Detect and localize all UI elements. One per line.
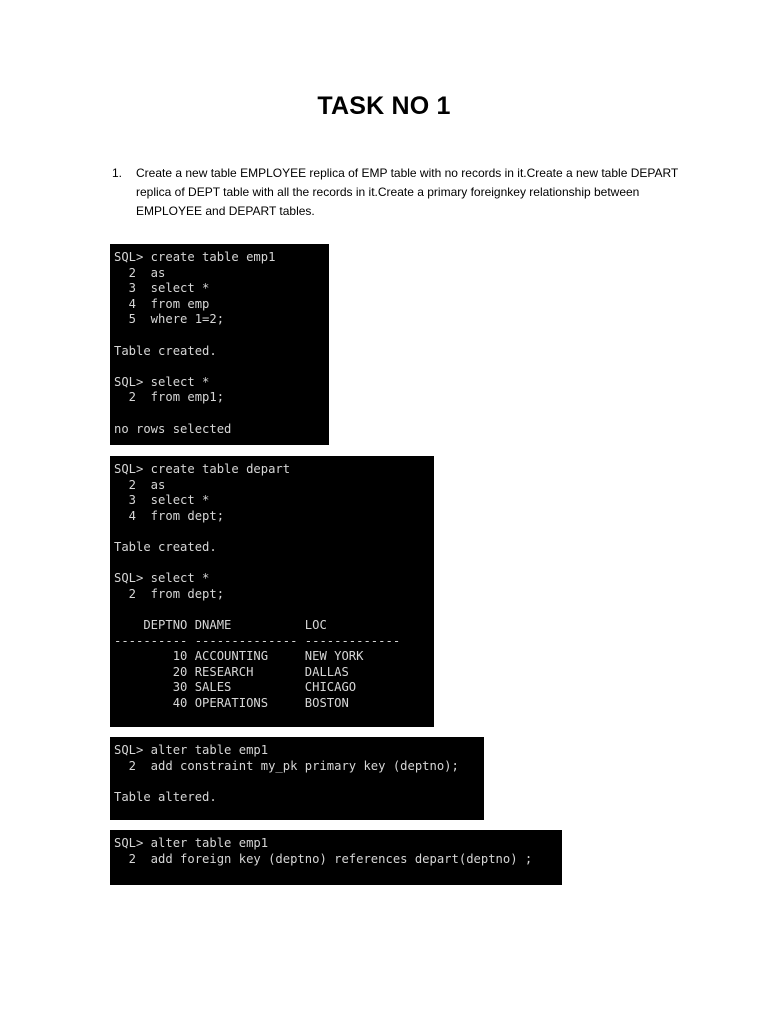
terminal-line: SQL> select * [114,571,210,586]
terminal-line [114,524,428,540]
terminal-line: 2 as [114,265,166,280]
terminal-line: DEPTNO DNAME LOC [114,617,327,632]
terminal-line: Table created. [114,539,217,554]
terminal-line: 2 as [114,477,166,492]
sql-output-create-depart [110,456,434,727]
terminal-line: 2 add constraint my_pk primary key (deptno); [114,758,459,773]
terminal-line [114,406,323,422]
terminal-line: SQL> create table emp1 [114,250,276,264]
sql-output-create-emp1 [110,244,329,445]
task-description: Create a new table EMPLOYEE replica of EMP table with no records in it.Create a new table DEPART replica of DEPT table with all the records in it.Create a primary foreignkey relationship between EMPLOYEE and DEPART tables. [136,166,679,218]
terminal-line: 2 add foreign key (deptno) references depart(deptno) ; [114,851,533,866]
terminal-line: 10 ACCOUNTING NEW YORK [114,649,364,664]
terminal-line: 5 where 1=2; [114,312,225,327]
terminal-line: 3 select * [114,493,210,508]
terminal-line [114,774,478,790]
terminal-line: SQL> select * [114,374,210,389]
terminal-line: 4 from emp [114,296,210,311]
terminal-line: Table created. [114,343,217,358]
page-title: TASK NO 1 [317,92,451,120]
terminal-line: SQL> alter table emp1 [114,836,269,850]
sql-output-foreign-key [110,830,562,885]
task-item [112,164,692,221]
task-list [112,164,692,221]
terminal-line: ---------- -------------- ------------- [114,633,401,648]
terminal-line: 2 from dept; [114,586,225,601]
terminal-line: no rows selected [114,421,232,436]
terminal-line: 4 from dept; [114,508,225,523]
task-number: 1. [112,166,123,180]
terminal-line: 20 RESEARCH DALLAS [114,664,349,679]
terminal-line [114,556,428,572]
terminal-line: 30 SALES CHICAGO [114,680,357,695]
terminal-line: Table altered. [114,789,217,804]
terminal-line [114,602,428,618]
terminal-line [114,328,323,344]
terminal-line [114,359,323,375]
terminal-line: 40 OPERATIONS BOSTON [114,695,349,710]
terminal-line: 3 select * [114,281,210,296]
terminal-line: 2 from emp1; [114,390,225,405]
terminal-line: SQL> alter table emp1 [114,743,269,757]
sql-output-primary-key [110,737,484,820]
terminal-line: SQL> create table depart [114,462,291,476]
